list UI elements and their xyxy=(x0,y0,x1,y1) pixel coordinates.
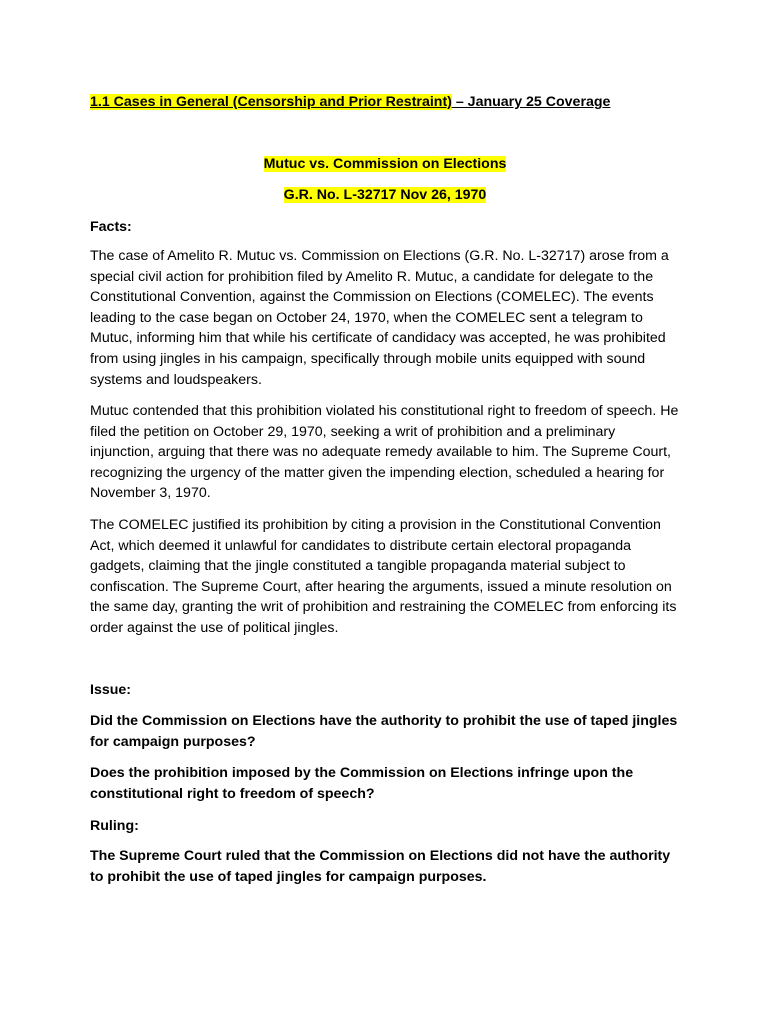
section-heading xyxy=(90,91,680,113)
facts-paragraph-3: The COMELEC justified its prohibition by citing a provision in the Constitutional Convention Act, which deemed it unlawful for candidates to distribute certain electoral propaganda gadgets, claiming that the jingle constituted a tangible propaganda material subject to confiscation. The Supreme Court, after hearing the arguments, issued a minute resolution on the same day, granting the writ of prohibition and restraining the COMELEC from enforcing its order against the use of political jingles. xyxy=(90,517,677,636)
section-heading-coverage: – January 25 Coverage xyxy=(451,94,611,110)
facts-paragraph-1: The case of Amelito R. Mutuc vs. Commission on Elections (G.R. No. L-32717) arose from a special civil action for prohibition filed by Amelito R. Mutuc, a candidate for delegate to the Constitutional Convention, against the Commission on Elections (COMELEC). The events leading to the case began on October 24, 1970, when the COMELEC sent a telegram to Mutuc, informing him that while his certificate of candidacy was accepted, he was prohibited from using jingles in his campaign, specifically through mobile units equipped with sound systems and loudspeakers. xyxy=(90,248,669,388)
case-title xyxy=(90,153,680,175)
issue-question-1: Did the Commission on Elections have the authority to prohibit the use of taped jingles for campaign purposes? xyxy=(90,713,678,750)
facts-paragraph-2: Mutuc contended that this prohibition violated his constitutional right to freedom of speech. He filed the petition on October 29, 1970, seeking a writ of prohibition and a preliminary injunction, arguing that there was no adequate remedy available to him. The Supreme Court, recognizing the urgency of the matter given the impending election, scheduled a hearing for November 3, 1970. xyxy=(90,403,679,502)
issue-question-2: Does the prohibition imposed by the Commission on Elections infringe upon the constitutional right to freedom of speech? xyxy=(90,765,634,802)
section-heading-highlighted: 1.1 Cases in General (Censorship and Prior Restraint) xyxy=(90,94,452,110)
ruling-label: Ruling: xyxy=(90,818,139,834)
issue-label: Issue: xyxy=(90,682,132,698)
case-title-text: Mutuc vs. Commission on Elections xyxy=(263,156,507,172)
case-gr-text: G.R. No. L-32717 Nov 26, 1970 xyxy=(283,187,487,203)
facts-label: Facts: xyxy=(90,219,132,235)
case-gr-number xyxy=(90,184,680,206)
document-page xyxy=(90,0,680,1024)
ruling-text: The Supreme Court ruled that the Commission on Elections did not have the authority to prohibit the use of taped jingles for campaign purposes. xyxy=(90,848,671,885)
